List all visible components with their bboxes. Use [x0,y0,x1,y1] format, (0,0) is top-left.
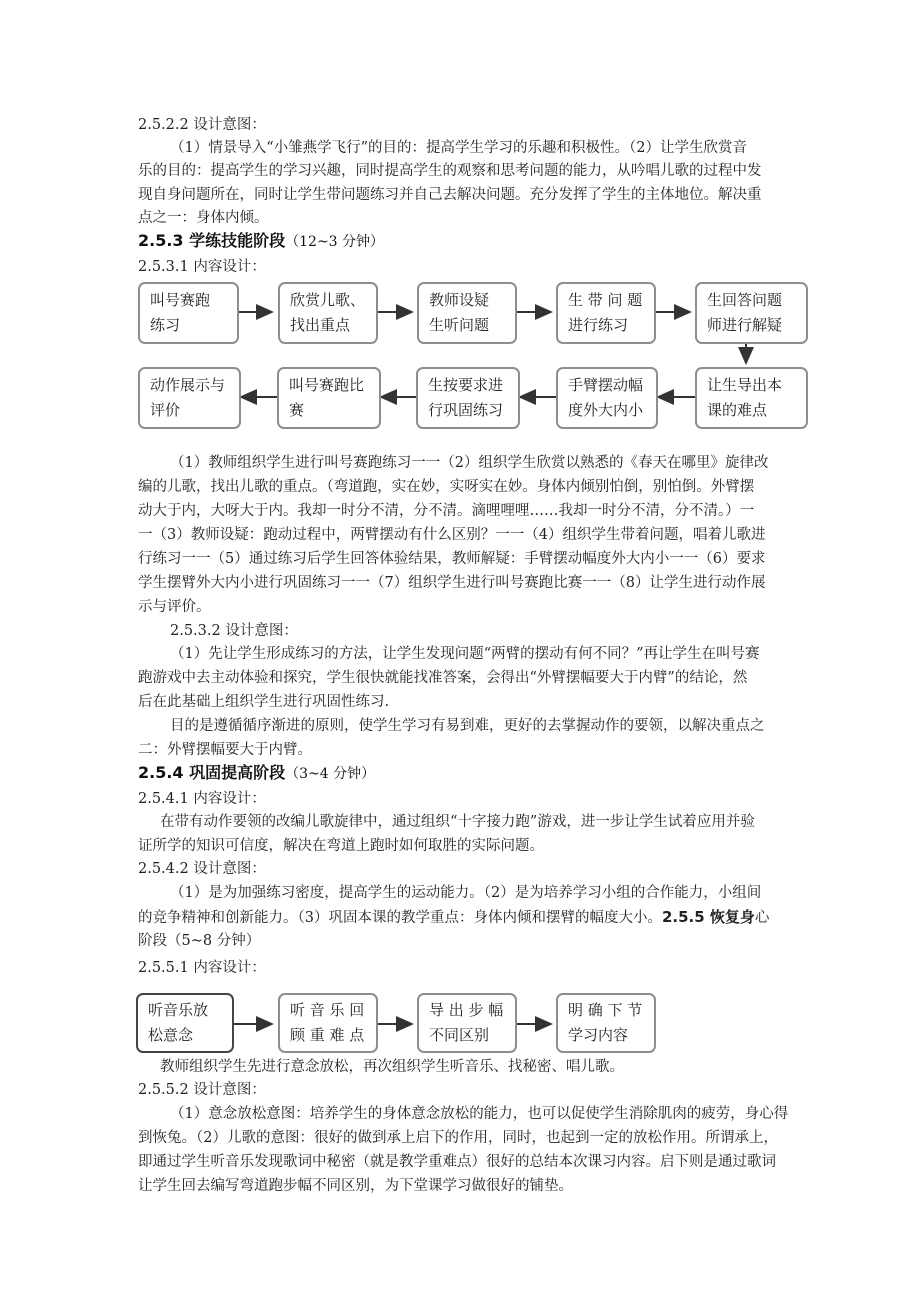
subheading: 2.5.2.2 设计意图： [138,117,266,133]
paragraph-line: 跑游戏中去主动体验和探究，学生很快就能找准答案，会得出“外臂摆幅要大于内臂”的结论，然 [138,670,748,686]
flow-step-7: 手臂摆动幅 度外大内小 [556,367,658,429]
paragraph-line: 学生摆臂外大内小进行巩固练习一一（7）组织学生进行叫号赛跑比赛一一（8）让学生进行动作展 [138,575,766,591]
subheading: 2.5.5.1 内容设计： [138,960,266,976]
flow-step-8: 生按要求进 行巩固练习 [416,367,520,429]
flow-step-4: 生 带 问 题 进行练习 [556,282,656,344]
subheading: 2.5.4.1 内容设计： [138,791,266,807]
flow-step-2: 欣赏儿歌、 找出重点 [278,282,378,344]
subheading: 2.5.4.2 设计意图： [138,861,266,877]
section-time: （12~3 分钟） [285,234,385,250]
subheading: 2.5.5.2 设计意图： [138,1082,266,1098]
paragraph-line: 在带有动作要领的改编儿歌旋律中，通过组织“十字接力跑”游戏，进一步让学生试着应用并验 [160,814,755,830]
flow-step-6: 让生导出本 课的难点 [695,367,808,429]
flow2-step-1: 听音乐放 松意念 [136,993,234,1053]
paragraph-line: 动大于内，大呀大于内。我却一时分不清，分不清。滴哩哩哩……我却一时分不清，分不清。）一 [138,503,755,519]
paragraph-line: （1）教师组织学生进行叫号赛跑练习一一（2）组织学生欣赏以熟悉的《春天在哪里》旋律改 [170,455,769,471]
subheading: 2.5.3.2 设计意图： [170,623,298,639]
paragraph-line: （1）情景导入“小雏燕学飞行”的目的：提高学生学习的乐趣和积极性。（2）让学生欣赏音 [170,140,748,156]
flow2-step-3: 导 出 步 幅 不同区别 [417,993,517,1053]
paragraph-line: （1）意念放松意图：培养学生的身体意念放松的能力，也可以促使学生消除肌肉的疲劳，身心得 [170,1106,789,1122]
paragraph-line: 示与评价。 [138,599,211,615]
paragraph-line: 到恢兔。（2）儿歌的意图：很好的做到承上启下的作用，同时，也起到一定的放松作用。所谓承上， [138,1130,778,1146]
paragraph-line: 教师组织学生先进行意念放松，再次组织学生听音乐、找秘密、唱儿歌。 [160,1059,624,1075]
paragraph-line: 点之一：身体内倾。 [138,210,269,226]
flow-step-1: 叫号赛跑 练习 [138,282,239,344]
subheading: 2.5.3.1 内容设计： [138,259,266,275]
paragraph-line: 行练习一一（5）通过练习后学生回答体验结果，教师解疑：手臂摆动幅度外大内小一一（6）要求 [138,551,766,567]
flow2-step-4: 明 确 下 节 学习内容 [556,993,656,1053]
section-heading-2-5-4: 2.5.4 巩固提高阶段（3~4 分钟） [138,763,376,782]
paragraph-line: 现自身问题所在，同时让学生带问题练习并自己去解决问题。充分发挥了学生的主体地位。解决重 [138,187,762,203]
flow-step-3: 教师设疑 生听问题 [417,282,517,344]
paragraph-line: 阶段（5~8 分钟） [138,933,261,949]
paragraph-line: 二：外臂摆幅要大于内臂。 [138,742,312,758]
paragraph-line: 目的是遵循循序渐进的原则，使学生学习有易到难，更好的去掌握动作的要领，以解决重点之 [170,718,765,734]
flow-step-9: 叫号赛跑比 赛 [277,367,381,429]
paragraph-line: 即通过学生听音乐发现歌词中秘密（就是教学重难点）很好的总结本次课习内容。启下则是通过歌词 [138,1154,776,1170]
flow-step-10: 动作展示与 评价 [138,367,241,429]
paragraph-line: 证所学的知识可信度，解决在弯道上跑时如何取胜的实际问题。 [138,838,544,854]
paragraph-line: 乐的目的：提高学生的学习兴趣，同时提高学生的观察和思考问题的能力，从吟唱儿歌的过程中发 [138,163,762,179]
section-heading-2-5-5: 2.5.5 恢复身 [661,908,755,926]
paragraph-line: 的竞争精神和创新能力。（3）巩固本课的教学重点：身体内倾和摆臂的幅度大小。2.5.5 恢复身心 [138,908,770,926]
paragraph-line: （1）是为加强练习密度，提高学生的运动能力。（2）是为培养学习小组的合作能力，小组间 [170,885,762,901]
flow2-step-2: 听 音 乐 回 顾 重 难 点 [278,993,378,1053]
section-time: （3~4 分钟） [285,766,376,782]
paragraph-line: （1）先让学生形成练习的方法，让学生发现问题“两臂的摆动有何不同？”再让学生在叫号赛 [170,646,760,662]
flow-step-5: 生回答问题 师进行解疑 [695,282,808,344]
paragraph-line: 一（3）教师设疑：跑动过程中，两臂摆动有什么区别？一一（4）组织学生带着问题，唱着儿歌进 [138,527,766,543]
paragraph-line: 编的儿歌，找出儿歌的重点。（弯道跑，实在妙，实呀实在妙。身体内倾别怕倒，别怕倒。外臂摆 [138,479,755,495]
section-heading-2-5-3: 2.5.3 学练技能阶段（12~3 分钟） [138,231,385,250]
paragraph-line: 后在此基础上组织学生进行巩固性练习. [138,694,390,710]
paragraph-line: 让学生回去编写弯道跑步幅不同区别，为下堂课学习做很好的铺垫。 [138,1178,573,1194]
